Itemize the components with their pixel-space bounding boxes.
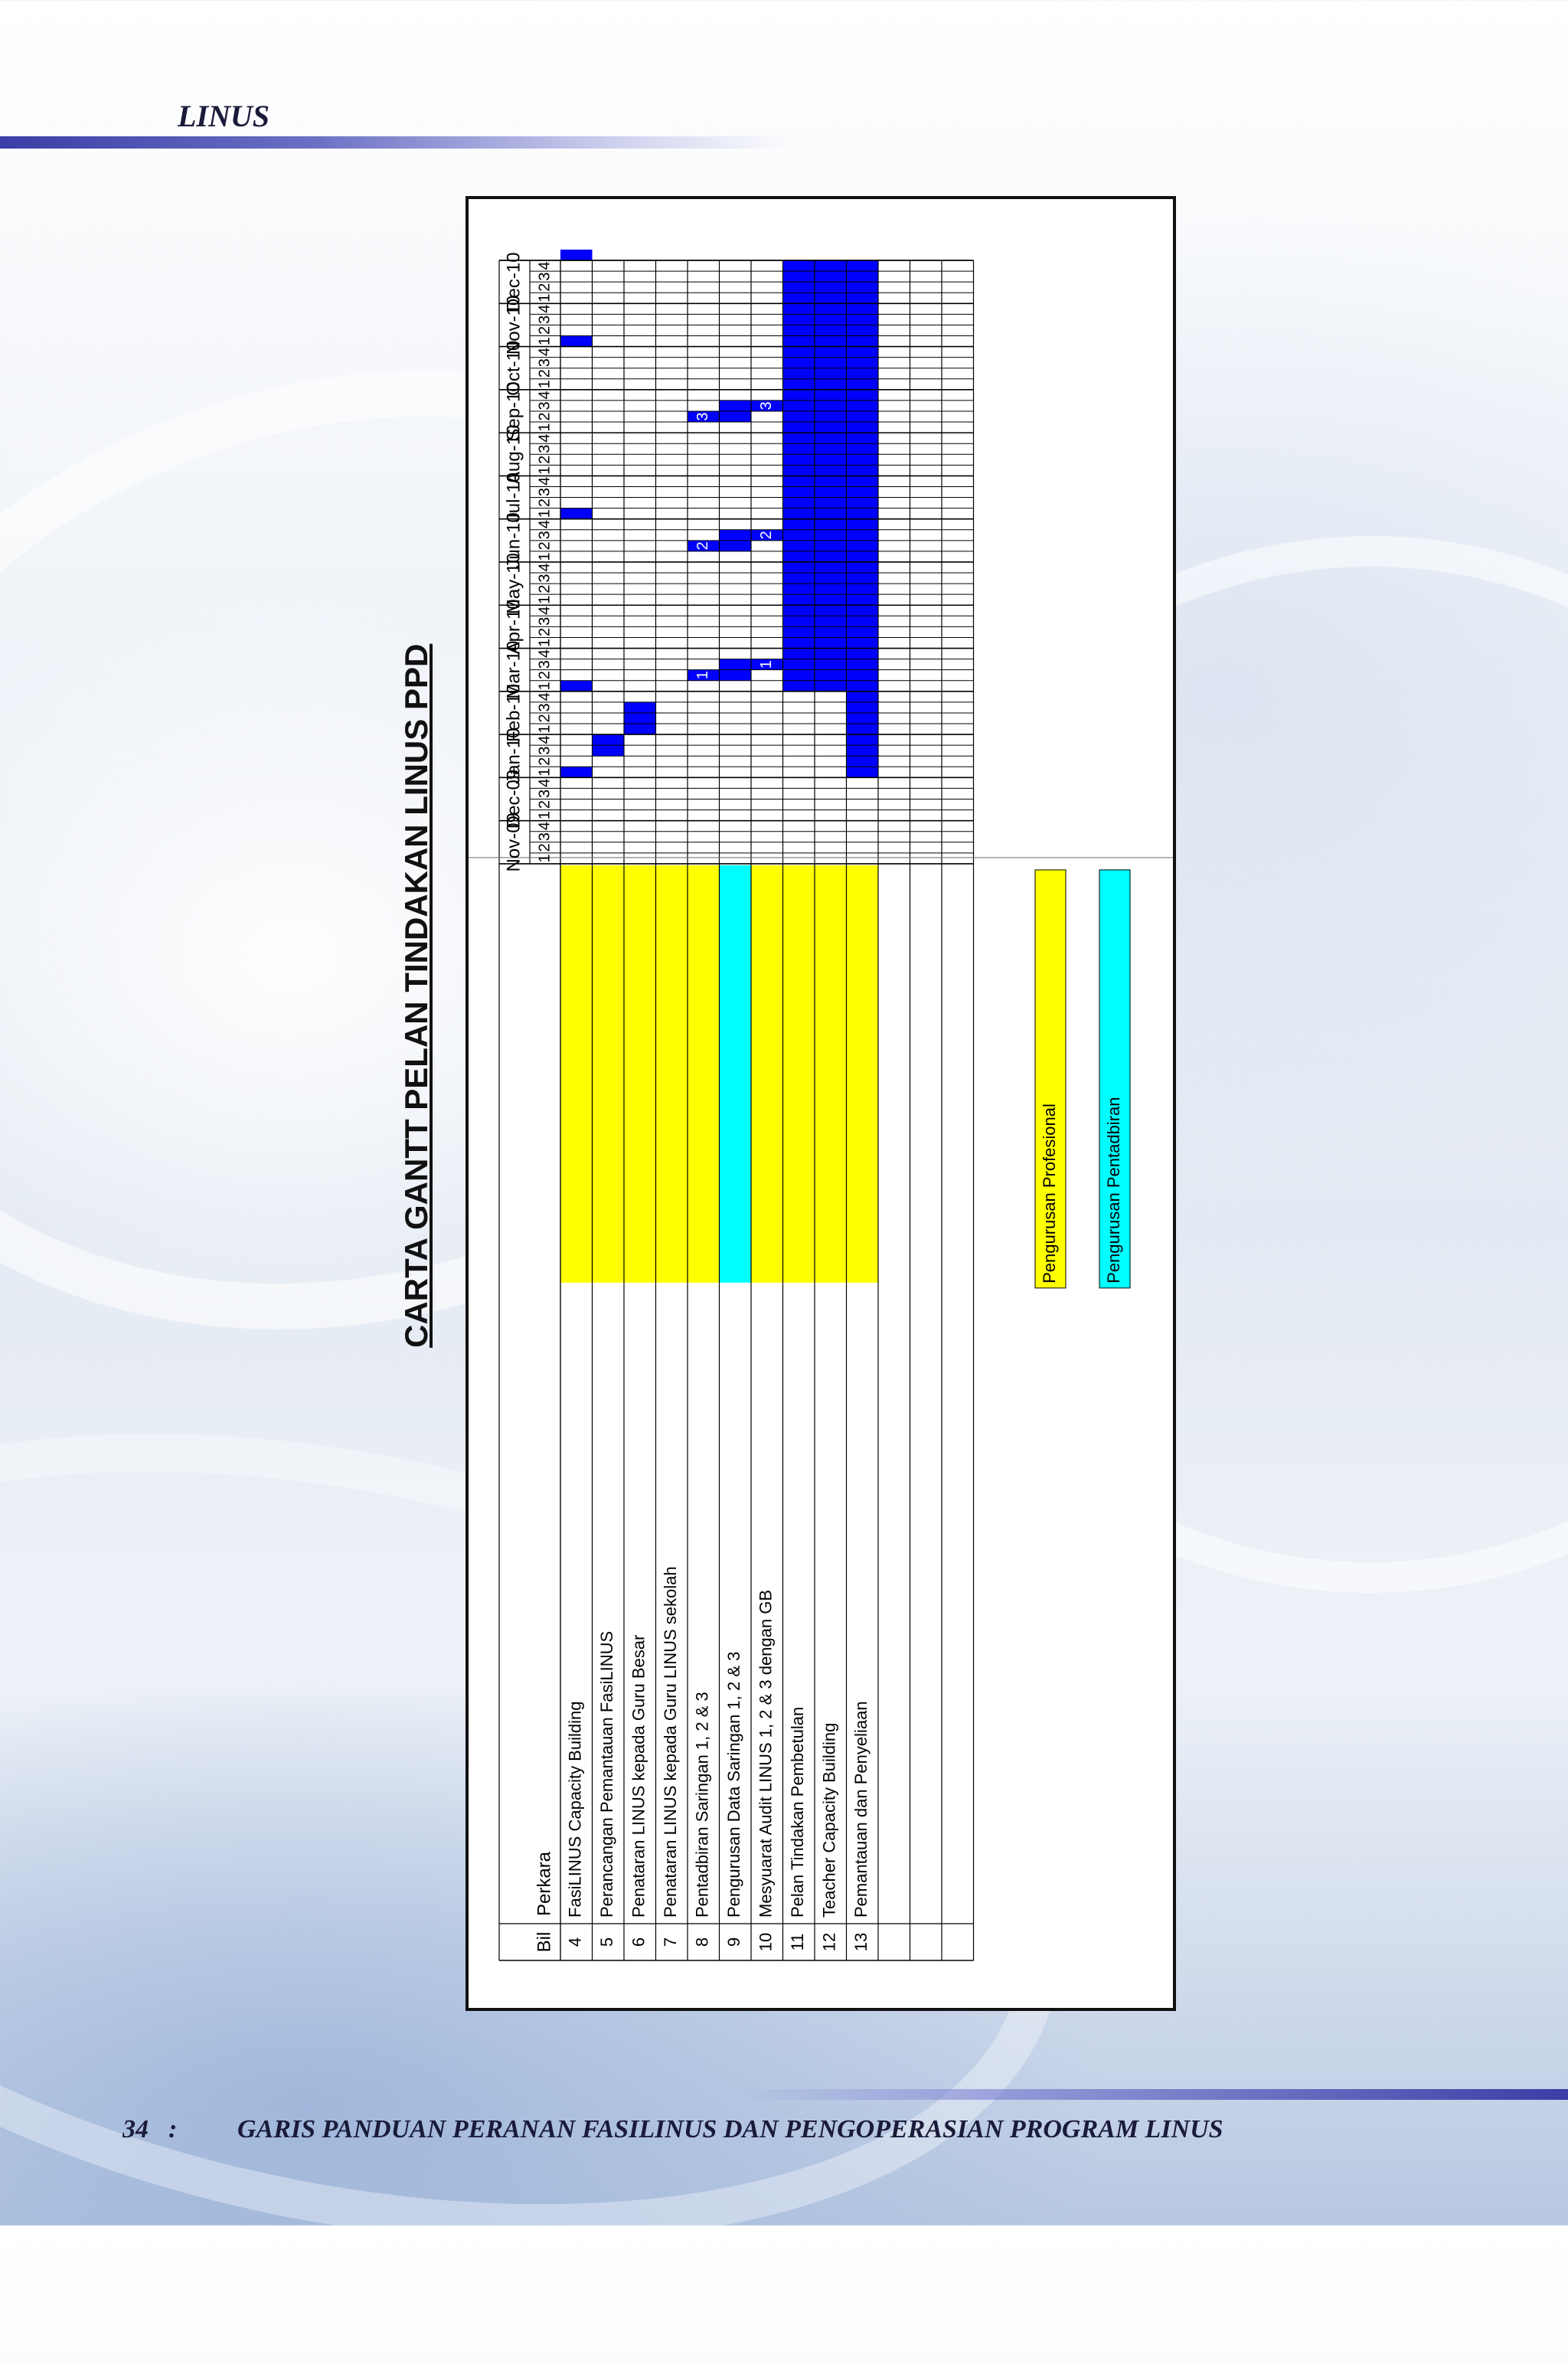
- month-label: Feb-10: [503, 683, 524, 742]
- gantt-bar: [624, 702, 656, 734]
- task-cell-fill: [688, 865, 720, 1283]
- column-perkara-header: Perkara: [534, 1851, 555, 1916]
- week-label: 2: [536, 584, 554, 593]
- week-label: 2: [536, 843, 554, 852]
- footer-separator: :: [168, 2115, 178, 2143]
- month-label: Dec-10: [503, 252, 524, 312]
- task-cell-fill: [847, 865, 879, 1283]
- week-label: 4: [536, 735, 554, 744]
- week-label: 3: [536, 531, 554, 540]
- week-label: 2: [536, 455, 554, 464]
- week-label: 1: [536, 638, 554, 648]
- week-label: 3: [536, 315, 554, 324]
- week-label: 3: [536, 358, 554, 368]
- page-number: 34: [122, 2115, 149, 2143]
- week-label: 1: [536, 724, 554, 734]
- week-label: 3: [536, 789, 554, 799]
- week-label: 3: [536, 401, 554, 410]
- week-label: 4: [536, 476, 554, 486]
- week-label: 1: [536, 767, 554, 777]
- week-label: 2: [536, 283, 554, 292]
- row-bil: 10: [756, 1932, 776, 1952]
- week-label: 1: [536, 552, 554, 561]
- week-label: 1: [536, 811, 554, 820]
- week-label: 4: [536, 692, 554, 701]
- legend-label: Pengurusan Pentadbiran: [1103, 1097, 1123, 1283]
- month-label: Apr-10: [503, 599, 524, 655]
- week-label: 3: [536, 574, 554, 583]
- row-bil: 12: [819, 1932, 839, 1952]
- week-label: 3: [536, 832, 554, 842]
- week-label: 2: [536, 541, 554, 551]
- gantt-bar: [560, 767, 593, 777]
- week-label: 1: [536, 423, 554, 432]
- month-label: Nov-09: [503, 813, 524, 872]
- week-label: 4: [536, 304, 554, 313]
- row-task: Penataran LINUS kepada Guru Besar: [629, 1634, 648, 1918]
- footer-rule: [735, 2089, 1568, 2100]
- month-label: May-10: [503, 553, 524, 615]
- gantt-bar: [560, 250, 593, 260]
- row-bil: 7: [661, 1937, 681, 1947]
- week-label: 2: [536, 499, 554, 508]
- week-label: 3: [536, 487, 554, 497]
- week-label: 4: [536, 563, 554, 572]
- week-label: 2: [536, 325, 554, 335]
- week-label: 4: [536, 261, 554, 270]
- bar-label: 1: [694, 671, 712, 680]
- week-label: 2: [536, 369, 554, 378]
- row-task: Perancangan Pemantauan FasiLINUS: [597, 1630, 617, 1918]
- bar-label: 3: [694, 412, 712, 421]
- row-bil: 6: [629, 1937, 648, 1947]
- footer-text: GARIS PANDUAN PERANAN FASILINUS DAN PENGOPERASIAN PROGRAM LINUS: [237, 2115, 1223, 2143]
- week-label: 3: [536, 703, 554, 712]
- week-label: 4: [536, 778, 554, 787]
- task-cell-fill: [783, 865, 815, 1283]
- bar-label: 2: [758, 531, 776, 540]
- row-bil: 8: [692, 1937, 712, 1947]
- bar-label: 1: [758, 660, 776, 669]
- row-task: FasiLINUS Capacity Building: [565, 1701, 585, 1918]
- row-task: Pemantauan dan Penyeliaan: [851, 1701, 871, 1918]
- month-label: Jul-10: [503, 472, 524, 523]
- week-label: 1: [536, 466, 554, 475]
- gantt-bar-milestone: [815, 637, 847, 669]
- week-label: 3: [536, 272, 554, 281]
- week-label: 2: [536, 627, 554, 636]
- gantt-bar-milestone: [815, 379, 847, 411]
- week-label: 3: [536, 616, 554, 626]
- month-label: Oct-10: [503, 340, 524, 396]
- gantt-bar: [560, 335, 593, 346]
- week-label: 2: [536, 412, 554, 421]
- gantt-bar-milestone: [815, 508, 847, 541]
- row-task: Teacher Capacity Building: [819, 1722, 839, 1918]
- month-label: Jun-10: [503, 512, 524, 569]
- gantt-chart: [469, 199, 1173, 2008]
- week-label: 1: [536, 595, 554, 604]
- task-cell-fill: [815, 865, 847, 1283]
- column-bil-header: Bil: [534, 1931, 555, 1953]
- month-label: Nov-10: [503, 295, 524, 355]
- row-task: Pentadbiran Saringan 1, 2 & 3: [692, 1692, 712, 1918]
- task-cell-fill: [593, 865, 625, 1283]
- week-label: 1: [536, 682, 554, 691]
- header-rule: [0, 136, 789, 149]
- bar-label: 3: [758, 401, 776, 410]
- row-bil: 11: [788, 1933, 808, 1951]
- week-label: 2: [536, 757, 554, 766]
- task-cell-fill: [751, 865, 783, 1283]
- week-label: 4: [536, 391, 554, 400]
- row-bil: 4: [565, 1937, 585, 1947]
- row-task: Penataran LINUS kepada Guru LINUS sekolah: [661, 1566, 681, 1918]
- week-label: 1: [536, 854, 554, 863]
- month-label: Jan-10: [503, 728, 524, 784]
- row-bil: 9: [724, 1937, 744, 1947]
- week-label: 2: [536, 671, 554, 680]
- week-label: 3: [536, 660, 554, 669]
- week-label: 4: [536, 822, 554, 831]
- bar-label: 2: [694, 541, 712, 551]
- week-label: 1: [536, 336, 554, 346]
- week-label: 2: [536, 799, 554, 809]
- week-label: 2: [536, 714, 554, 723]
- week-label: 4: [536, 649, 554, 659]
- gantt-bar: [560, 681, 593, 692]
- week-label: 1: [536, 509, 554, 518]
- week-label: 4: [536, 433, 554, 443]
- month-label: Aug-10: [503, 424, 524, 484]
- week-label: 1: [536, 293, 554, 302]
- month-label: Sep-10: [503, 381, 524, 441]
- footer: [122, 2115, 1223, 2144]
- row-task: Mesyuarat Audit LINUS 1, 2 & 3 dengan GB: [756, 1589, 776, 1918]
- task-cell-fill: [656, 865, 688, 1283]
- week-label: 3: [536, 444, 554, 453]
- legend-label: Pengurusan Profesional: [1039, 1104, 1059, 1283]
- row-task: Pelan Tindakan Pembetulan: [788, 1706, 808, 1918]
- week-label: 1: [536, 380, 554, 389]
- week-label: 4: [536, 606, 554, 615]
- task-cell-fill: [720, 865, 752, 1283]
- header-title: LINUS: [178, 99, 270, 133]
- row-task: Pengurusan Data Saringan 1, 2 & 3: [724, 1651, 744, 1918]
- gantt-bar: [560, 508, 593, 519]
- week-label: 3: [536, 746, 554, 755]
- chart-title: CARTA GANTT PELAN TINDAKAN LINUS PPD: [398, 643, 434, 1348]
- month-label: Dec-09: [503, 769, 524, 829]
- task-cell-fill: [560, 865, 593, 1283]
- row-bil: 13: [851, 1932, 871, 1952]
- row-bil: 5: [597, 1937, 617, 1947]
- gantt-frame: [466, 196, 1176, 2011]
- month-label: Mar-10: [503, 640, 524, 699]
- week-label: 4: [536, 520, 554, 529]
- task-cell-fill: [624, 865, 656, 1283]
- week-label: 4: [536, 348, 554, 357]
